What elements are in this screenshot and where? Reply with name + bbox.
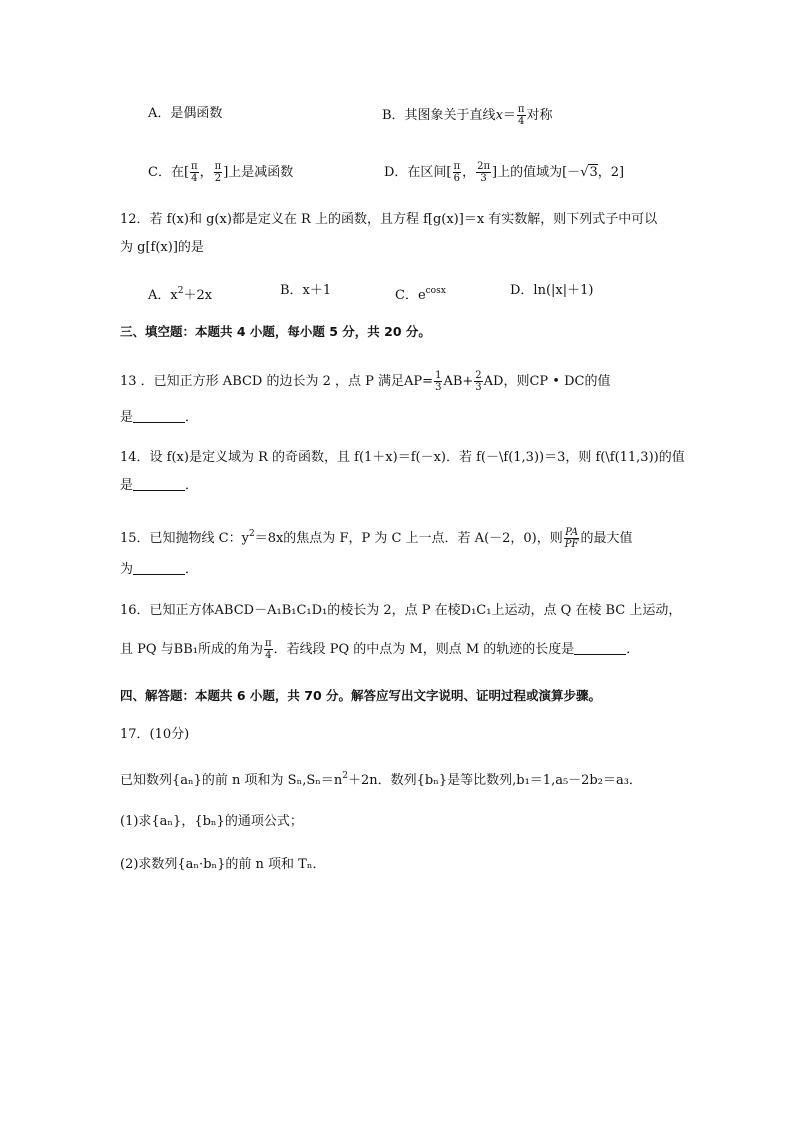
q13-answer-blank[interactable] [133, 408, 185, 423]
q13-line2-text: 是 [120, 410, 134, 425]
q13-fraction-1 [434, 370, 442, 393]
q11-option-a-text: A．是偶函数 [148, 106, 223, 121]
q11-option-c-prefix: C．在[ [148, 165, 190, 180]
q14-stem-line2 [120, 476, 198, 496]
q15-suffix: 的最大值 [580, 531, 633, 546]
fraction-numerator: π [517, 104, 525, 115]
q11-option-b-fraction [517, 104, 526, 127]
q13-middle: AB+ [443, 374, 474, 389]
q13-fraction-2 [474, 370, 482, 393]
q15-fraction [564, 527, 580, 550]
fraction-numerator: 1 [435, 370, 442, 381]
q11-option-c-comma: ， [199, 165, 213, 180]
section-4-heading: 四、解答题：本题共 6 小题，共 70 分。解答应写出文字说明、证明过程或演算步骤。 [120, 688, 602, 703]
q11-option-d-fraction-1 [453, 161, 462, 184]
q12-option-a-base: A．x [148, 288, 178, 303]
q17-stem-prefix: 已知数列{aₙ}的前 n 项和为 Sₙ,Sₙ＝n [120, 773, 343, 788]
q11-option-d-comma: ， [462, 165, 476, 180]
q11-option-b-var: x [495, 108, 503, 123]
q15-answer-blank[interactable] [133, 560, 185, 575]
q16-line2-prefix: 且 PQ 与BB₁所成的角为 [120, 642, 263, 657]
q17-stem-exponent: 2 [342, 771, 348, 781]
q17-title: 17．(10分) [120, 727, 190, 742]
period: ． [185, 562, 199, 577]
fraction-numerator: π [191, 161, 198, 172]
fraction-denominator: 3 [435, 382, 442, 393]
q11-option-c [148, 161, 293, 184]
q16-stem-line1: 16．已知正方体ABCD－A₁B₁C₁D₁的棱长为 2，点 P 在棱D₁C₁上运动，点 Q 在棱 BC 上运动， [120, 603, 682, 618]
q11-option-d-prefix: D．在区间[ [384, 165, 452, 180]
fraction-denominator: PF [564, 539, 579, 550]
q15-exponent: 2 [248, 529, 255, 539]
fraction-numerator: 2 [475, 370, 482, 381]
q12-option-c-base: C．e [395, 288, 426, 303]
q15-prefix: 15．已知抛物线 C：y [120, 531, 249, 546]
q13-stem-line2 [120, 408, 198, 428]
q11-option-c-fraction-2 [214, 161, 223, 184]
q13-stem-line1 [120, 370, 610, 393]
fraction-denominator: 6 [453, 173, 460, 184]
q11-option-c-fraction-1 [190, 161, 199, 184]
q12-option-a-exponent: 2 [177, 286, 184, 296]
fraction-denominator: 3 [480, 173, 487, 184]
q12-option-c [395, 281, 446, 306]
q15-middle: ＝8x的焦点为 F，P 为 C 上一点．若 A(－2，0)，则 [254, 531, 563, 546]
fraction-numerator: PA [565, 527, 579, 538]
q11-option-b-suffix: 对称 [526, 108, 553, 123]
q14-stem-line1: 14．设 f(x)是定义域为 R 的奇函数，且 f(1＋x)＝f(－x)．若 f(－\f(1,3))＝3，则 f(\f(11,3))的值 [120, 450, 685, 465]
q14-line2-text: 是 [120, 478, 134, 493]
fraction-numerator: π [214, 161, 222, 172]
fraction-denominator: 4 [265, 650, 272, 661]
q16-stem-line2 [120, 638, 639, 661]
q16-line2-suffix: ．若线段 PQ 的中点为 M，则点 M 的轨迹的长度是 [273, 642, 575, 657]
q16-end: ． [626, 642, 640, 657]
fraction-denominator: 2 [214, 173, 222, 184]
q12-option-a [148, 281, 212, 306]
q12-option-a-rest: ＋2x [183, 288, 213, 303]
q16-answer-blank[interactable] [574, 640, 626, 655]
period: ． [185, 410, 199, 425]
q12-option-c-exponent: cosx [425, 286, 446, 296]
q17-stem-suffix: ＋2n．数列{bₙ}是等比数列,b₁＝1,a₅－2b₂＝a₃． [348, 773, 642, 788]
q11-option-d-range-start: ]上的值域为[－ [492, 165, 581, 180]
sqrt-symbol: √ [580, 165, 589, 180]
fraction-numerator: π [453, 161, 461, 172]
fraction-numerator: 2π [477, 161, 491, 172]
q11-option-d-range-end: ，2] [597, 165, 625, 180]
fraction-denominator: 4 [518, 116, 525, 127]
q15-line2-text: 为 [120, 562, 134, 577]
q13-suffix: AD，则CP • DC的值 [483, 374, 611, 389]
q17-stem [120, 766, 642, 791]
period: ． [185, 478, 199, 493]
q15-stem-line2 [120, 560, 198, 580]
q11-option-b-eq: ＝ [502, 108, 516, 123]
q12-stem-line2: 为 g[f(x)]的是 [120, 240, 204, 255]
q17-part-1: (1)求{aₙ}，{bₙ}的通项公式； [120, 814, 303, 829]
section-3-heading: 三、填空题：本题共 4 小题，每小题 5 分，共 20 分。 [120, 324, 431, 339]
q14-answer-blank[interactable] [133, 476, 185, 491]
q11-option-a [148, 104, 222, 124]
fraction-numerator: π [265, 638, 272, 649]
q15-stem-line1 [120, 524, 632, 550]
q11-option-c-suffix: ]上是减函数 [223, 165, 294, 180]
q11-option-d [384, 161, 624, 184]
q11-option-d-fraction-2 [476, 161, 491, 184]
q11-option-b-prefix: B．其图象关于直线 [382, 108, 496, 123]
q11-option-d-radicand: 3 [589, 165, 598, 180]
q11-option-b [382, 104, 553, 127]
fraction-denominator: 3 [475, 382, 482, 393]
q12-option-d: D．ln(|x|＋1) [510, 283, 594, 298]
q16-fraction [264, 638, 273, 661]
fraction-denominator: 4 [191, 173, 198, 184]
q12-stem-line1: 12．若 f(x)和 g(x)都是定义在 R 上的函数，且方程 f[g(x)]＝x 有实数解，则下列式子中可以 [120, 212, 658, 227]
q17-part-2: (2)求数列{aₙ·bₙ}的前 n 项和 Tₙ． [120, 857, 326, 872]
q13-prefix: 13 ．已知正方形 ABCD 的边长为 2 ，点 P 满足AP= [120, 374, 434, 389]
q12-option-b: B．x＋1 [280, 283, 332, 298]
